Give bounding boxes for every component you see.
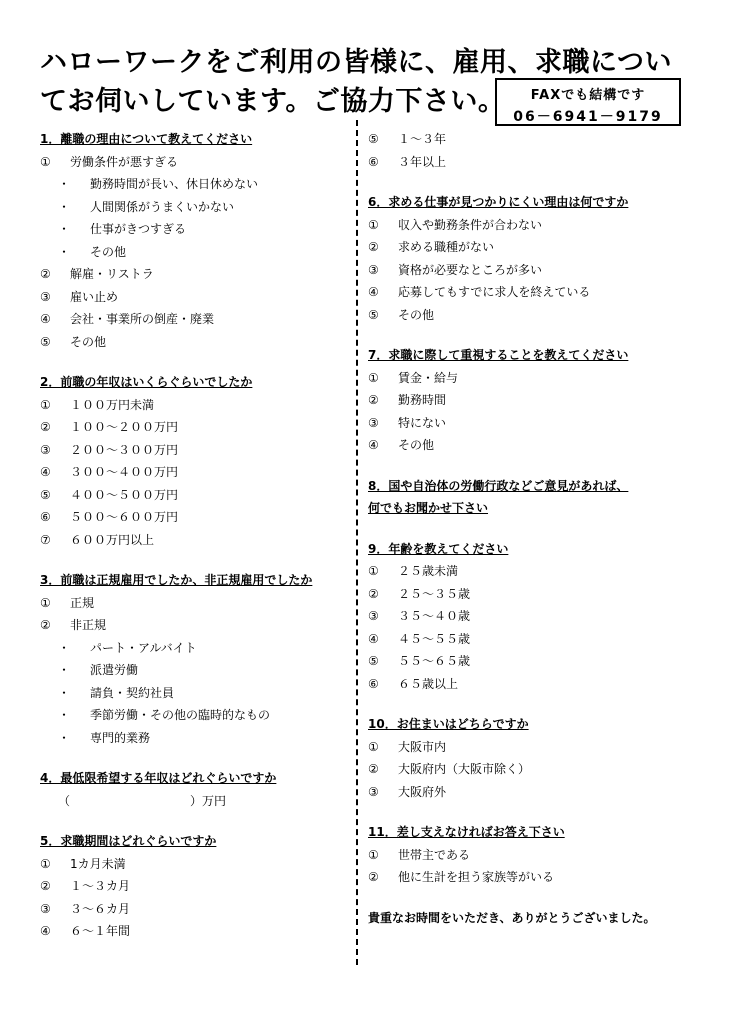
- option-mark: ②: [40, 618, 51, 632]
- question-heading: 3．前職は正規雇用でしたか、非正規雇用でしたか: [40, 573, 313, 587]
- option-text: 賃金・給与: [398, 370, 459, 385]
- sub-option[interactable]: [40, 682, 345, 705]
- sub-option[interactable]: [40, 704, 345, 727]
- option[interactable]: [40, 461, 345, 484]
- option[interactable]: [40, 439, 345, 462]
- option-text: 専門的業務: [90, 730, 151, 745]
- question-8: [368, 475, 698, 520]
- question-heading: 11．差し支えなければお答え下さい: [368, 825, 565, 839]
- option-text: 労働条件が悪すぎる: [70, 154, 179, 169]
- option[interactable]: [368, 281, 698, 304]
- option-text: ６５歳以上: [398, 676, 459, 691]
- option[interactable]: [368, 866, 698, 889]
- option-mark: ①: [40, 856, 51, 871]
- option-text: ４５～５５歳: [398, 631, 471, 646]
- option-text: ３年以上: [398, 154, 447, 169]
- option-text: その他: [398, 307, 435, 322]
- option[interactable]: [40, 592, 345, 615]
- option-text: ２００～３００万円: [70, 442, 179, 457]
- option[interactable]: [368, 434, 698, 457]
- option-mark: ⑤: [368, 307, 379, 322]
- option-text: ３５～４０歳: [398, 609, 471, 623]
- option-mark: ・: [58, 640, 71, 655]
- option-text: ２５～３５歳: [398, 586, 471, 601]
- question-9: [368, 538, 698, 696]
- option[interactable]: [40, 920, 345, 943]
- option-text: 世帯主である: [398, 847, 471, 862]
- option[interactable]: [368, 389, 698, 412]
- option-mark: ②: [368, 240, 379, 254]
- option[interactable]: [368, 236, 698, 259]
- option-mark: ⑤: [368, 132, 379, 146]
- option[interactable]: [368, 304, 698, 327]
- option-text: １００～２００万円: [70, 420, 179, 434]
- question-heading: 8．国や自治体の労働行政などご意見があれば、: [368, 478, 629, 493]
- option-text: ６００万円以上: [70, 532, 155, 547]
- fax-box: [495, 78, 681, 126]
- option-text: 派遣労働: [90, 663, 139, 677]
- option-mark: ⑤: [368, 654, 379, 668]
- option-text: 資格が必要なところが多い: [398, 262, 543, 277]
- sub-option[interactable]: [40, 218, 345, 241]
- option-mark: ①: [40, 397, 51, 412]
- option[interactable]: [40, 394, 345, 417]
- option-mark: ・: [58, 730, 71, 745]
- option-mark: ⑥: [40, 510, 51, 524]
- option-mark: ①: [368, 739, 379, 754]
- fax-number: 06－6941－9179: [513, 109, 663, 125]
- option[interactable]: [40, 484, 345, 507]
- option-mark: ④: [40, 312, 51, 326]
- option-mark: ・: [58, 222, 71, 236]
- option-text: 他に生計を担う家族等がいる: [398, 870, 555, 884]
- option-mark: ・: [58, 685, 71, 700]
- option-mark: ①: [368, 217, 379, 232]
- option[interactable]: [368, 736, 698, 759]
- option[interactable]: [368, 758, 698, 781]
- option[interactable]: [40, 875, 345, 898]
- option[interactable]: [40, 506, 345, 529]
- option-mark: ②: [368, 870, 379, 884]
- option[interactable]: [368, 367, 698, 390]
- option-text: ２５歳未満: [398, 564, 459, 578]
- option-mark: ・: [58, 199, 71, 214]
- closing-message: 貴重なお時間をいただき、ありがとうございました。: [368, 910, 656, 925]
- income-blank-field[interactable]: （ ）万円: [58, 793, 227, 808]
- option-text: 収入や勤務条件が合わない: [398, 217, 543, 232]
- option-text: 会社・事業所の倒産・廃業: [70, 312, 215, 326]
- option-text: その他: [398, 438, 435, 452]
- question-2: [40, 371, 345, 551]
- question-5-continued: [368, 128, 698, 173]
- option-text: 雇い止め: [70, 289, 119, 304]
- option-text: ６～１年間: [70, 924, 131, 938]
- option-text: 勤務時間が長い、休日休めない: [90, 177, 259, 191]
- option-text: パート・アルバイト: [90, 640, 197, 655]
- option[interactable]: [40, 853, 345, 876]
- option-text: 非正規: [70, 618, 107, 632]
- option-text: その他: [70, 334, 107, 349]
- option[interactable]: [368, 844, 698, 867]
- option[interactable]: [368, 560, 698, 583]
- question-7: [368, 344, 698, 457]
- option-mark: ⑤: [40, 334, 51, 349]
- option-text: ３００～４００万円: [70, 465, 179, 479]
- option[interactable]: [40, 898, 345, 921]
- sub-option[interactable]: [40, 196, 345, 219]
- option-text: 1カ月未満: [70, 856, 126, 871]
- option[interactable]: [368, 128, 698, 151]
- option[interactable]: [368, 214, 698, 237]
- question-4: [40, 767, 345, 812]
- question-11: [368, 821, 698, 889]
- option-text: 特にない: [398, 415, 447, 430]
- option-mark: ⑥: [368, 154, 379, 169]
- option-mark: ④: [40, 924, 51, 938]
- option[interactable]: [368, 781, 698, 804]
- page-title-line2: てお伺いしています。ご協力下さい。: [40, 86, 506, 117]
- option-mark: ③: [368, 784, 379, 799]
- option-mark: ⑦: [40, 532, 51, 547]
- question-heading-cont: 何でもお聞かせ下さい: [368, 501, 489, 515]
- option[interactable]: [368, 259, 698, 282]
- option[interactable]: [368, 628, 698, 651]
- option[interactable]: [40, 263, 345, 286]
- option-text: 請負・契約社員: [90, 685, 175, 700]
- option-mark: ①: [368, 564, 379, 578]
- question-3: [40, 569, 345, 749]
- option-mark: ②: [368, 762, 379, 776]
- option-text: 大阪府外: [398, 784, 447, 799]
- sub-option[interactable]: [40, 637, 345, 660]
- column-divider: [356, 120, 358, 965]
- option-mark: ②: [40, 420, 51, 434]
- sub-option[interactable]: [40, 173, 345, 196]
- question-heading: 7．求職に際して重視することを教えてください: [368, 348, 629, 362]
- option-mark: ⑤: [40, 487, 51, 502]
- option[interactable]: [40, 308, 345, 331]
- sub-option[interactable]: [40, 727, 345, 750]
- option-text: 応募してもすでに求人を終えている: [398, 285, 591, 299]
- question-heading: 6．求める仕事が見つかりにくい理由は何ですか: [368, 195, 629, 209]
- option[interactable]: [368, 605, 698, 628]
- option[interactable]: [368, 673, 698, 696]
- option-mark: ③: [40, 901, 51, 916]
- option-text: 解雇・リストラ: [70, 267, 154, 281]
- option-mark: ・: [58, 177, 71, 191]
- option[interactable]: [368, 583, 698, 606]
- option-text: 仕事がきつすぎる: [90, 222, 187, 236]
- option-text: １００万円未満: [70, 397, 155, 412]
- option[interactable]: [40, 529, 345, 552]
- option[interactable]: [40, 614, 345, 637]
- question-heading: 2．前職の年収はいくらぐらいでしたか: [40, 375, 253, 389]
- option[interactable]: [40, 151, 345, 174]
- option-text: １～３年: [398, 132, 447, 146]
- option-text: ５００～６００万円: [70, 510, 179, 524]
- page-title-line1: ハローワークをご利用の皆様に、雇用、求職につい: [40, 47, 672, 78]
- option-text: 勤務時間: [398, 393, 447, 407]
- fax-label: FAXでも結構です: [530, 88, 646, 103]
- question-heading: 4．最低限希望する年収はどれぐらいですか: [40, 771, 277, 785]
- option[interactable]: [368, 650, 698, 673]
- right-column: [368, 128, 698, 929]
- option-mark: ①: [368, 847, 379, 862]
- option-text: ５５～６５歳: [398, 654, 471, 668]
- question-10: [368, 713, 698, 803]
- option-text: 大阪市内: [398, 739, 447, 754]
- option-mark: ②: [40, 267, 51, 281]
- question-heading: 1．離職の理由について教えてください: [40, 132, 253, 146]
- option-mark: ②: [368, 393, 379, 407]
- option[interactable]: [40, 331, 345, 354]
- question-heading: 10．お住まいはどちらですか: [368, 717, 529, 731]
- option-mark: ②: [368, 586, 379, 601]
- option-mark: ③: [40, 442, 51, 457]
- option-mark: ③: [368, 609, 379, 623]
- option-mark: ④: [368, 438, 379, 452]
- option-mark: ④: [368, 631, 379, 646]
- option[interactable]: [368, 412, 698, 435]
- option-mark: ・: [58, 244, 71, 259]
- option-mark: ④: [368, 285, 379, 299]
- question-heading: 9．年齢を教えてください: [368, 541, 509, 556]
- option-text: ３～６カ月: [70, 901, 131, 916]
- question-5: [40, 830, 345, 943]
- sub-option[interactable]: [40, 659, 345, 682]
- option-mark: ①: [368, 370, 379, 385]
- option-mark: ②: [40, 879, 51, 893]
- sub-option[interactable]: [40, 241, 345, 264]
- option[interactable]: [40, 286, 345, 309]
- option[interactable]: [368, 151, 698, 174]
- option-mark: ・: [58, 663, 71, 677]
- option-text: 季節労働・その他の臨時的なもの: [90, 708, 271, 722]
- option-mark: ①: [40, 154, 51, 169]
- option-mark: ④: [40, 465, 51, 479]
- option-text: ４００～５００万円: [70, 487, 179, 502]
- option-mark: ③: [368, 415, 379, 430]
- question-heading: 5．求職期間はどれぐらいですか: [40, 834, 217, 848]
- option-text: １～３カ月: [70, 879, 131, 893]
- option-mark: ③: [368, 262, 379, 277]
- question-1: [40, 128, 345, 353]
- option-text: 人間関係がうまくいかない: [90, 199, 235, 214]
- question-6: [368, 191, 698, 326]
- option-text: 正規: [70, 595, 95, 610]
- option[interactable]: [40, 416, 345, 439]
- option-text: 求める職種がない: [398, 240, 495, 254]
- option-mark: ③: [40, 289, 51, 304]
- option-text: その他: [90, 244, 127, 259]
- option-mark: ①: [40, 595, 51, 610]
- left-column: [40, 128, 345, 961]
- option-text: 大阪府内（大阪市除く）: [398, 762, 531, 776]
- option-mark: ・: [58, 708, 71, 722]
- option-mark: ⑥: [368, 676, 379, 691]
